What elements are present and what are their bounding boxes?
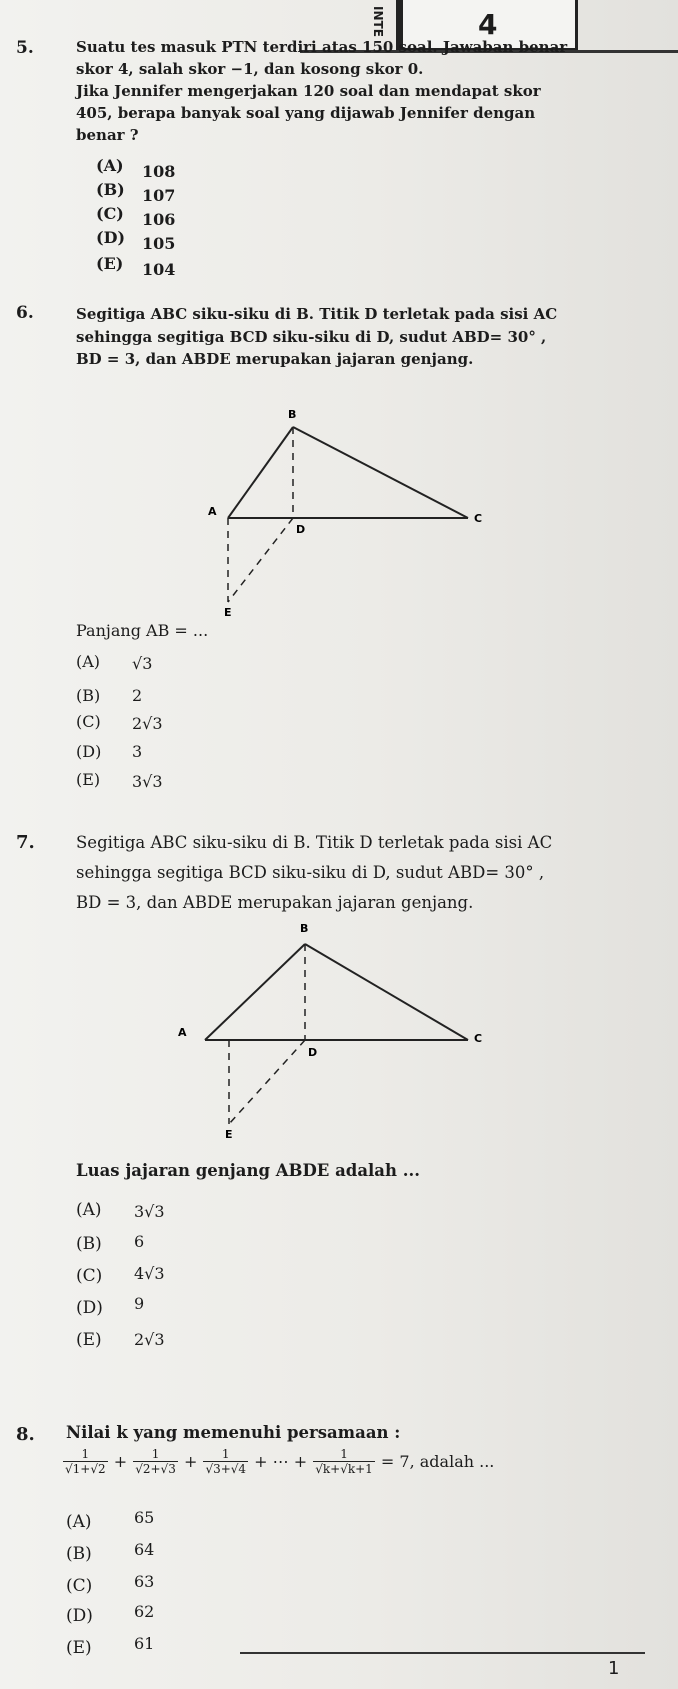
q7-option-c-letter: (C)	[76, 1266, 103, 1286]
q6-option-c-letter: (C)	[76, 712, 101, 731]
q7-point-e: E	[225, 1128, 233, 1138]
q5-number: 5.	[16, 38, 34, 58]
q8-option-a-letter: (A)	[66, 1512, 92, 1532]
q7-option-a-value: 3√3	[134, 1202, 165, 1221]
q6-line-3: BD = 3, dan ABDE merupakan jajaran genjang.	[76, 350, 474, 368]
q8-ellipsis: + ⋯ +	[254, 1452, 308, 1471]
q8-option-b-letter: (B)	[66, 1544, 92, 1564]
q8-fraction-3: $\frac{1}{√3+√4}$	[205, 1447, 247, 1476]
q6-point-d: D	[296, 523, 306, 536]
q7-side-bc	[305, 944, 468, 1040]
q8-plus-2: +	[183, 1452, 198, 1471]
q6-option-b-letter: (B)	[76, 686, 101, 705]
q7-point-b: B	[300, 922, 309, 935]
q6-option-a-value: √3	[132, 654, 153, 673]
q7-option-c-value: 4√3	[134, 1264, 165, 1283]
q5-option-a-value: 108	[142, 162, 176, 181]
q8-option-b-value: 64	[134, 1540, 155, 1559]
page-number: 1	[608, 1658, 620, 1679]
q7-segment-de	[229, 1040, 305, 1124]
q5-line-4: 405, berapa banyak soal yang dijawab Jennifer dengan	[76, 104, 536, 122]
q6-diagram	[180, 402, 500, 622]
q8-option-d-value: 62	[134, 1602, 155, 1621]
q7-question: Luas jajaran genjang ABDE adalah ...	[76, 1161, 420, 1180]
q6-option-a-letter: (A)	[76, 652, 101, 671]
q5-option-d-value: 105	[142, 234, 176, 253]
q8-equals: = 7, adalah ...	[380, 1452, 495, 1471]
q6-option-b-value: 2	[132, 686, 143, 705]
q7-option-b-letter: (B)	[76, 1234, 102, 1254]
q8-fraction-1: $\frac{1}{√1+√2}$	[65, 1447, 106, 1476]
q6-option-e-letter: (E)	[76, 770, 101, 789]
q7-line-2: sehingga segitiga BCD siku-siku di D, sudut ABD= 30° ,	[76, 863, 545, 882]
q5-option-c-value: 106	[142, 210, 176, 229]
q5-option-d-letter: (D)	[96, 228, 126, 247]
q5-line-3: Jika Jennifer mengerjakan 120 soal dan mendapat skor	[76, 82, 541, 100]
q8-plus-1: +	[113, 1452, 128, 1471]
q7-point-a: A	[178, 1026, 187, 1039]
q7-point-d: D	[308, 1046, 318, 1059]
q6-point-e: E	[224, 606, 232, 619]
q5-option-b-letter: (B)	[96, 180, 125, 199]
header-number: 4	[478, 8, 498, 41]
q5-option-a-letter: (A)	[96, 156, 124, 175]
q6-line-1: Segitiga ABC siku-siku di B. Titik D terletak pada sisi AC	[76, 305, 558, 323]
q6-segment-de	[228, 518, 293, 602]
q8-option-a-value: 65	[134, 1508, 155, 1527]
q6-side-bc	[293, 427, 468, 518]
q8-option-c-value: 63	[134, 1572, 155, 1591]
q6-point-a: A	[208, 505, 217, 518]
q5-line-1: Suatu tes masuk PTN terdiri atas 150 soal. Jawaban benar	[76, 38, 568, 56]
q7-option-e-letter: (E)	[76, 1330, 102, 1350]
q7-line-3: BD = 3, dan ABDE merupakan jajaran genjang.	[76, 893, 474, 912]
q6-option-c-value: 2√3	[132, 714, 163, 733]
q8-option-e-letter: (E)	[66, 1638, 92, 1658]
q5-option-e-letter: (E)	[96, 254, 124, 273]
q7-option-e-value: 2√3	[134, 1330, 165, 1349]
q7-option-a-letter: (A)	[76, 1200, 102, 1220]
q6-point-b: B	[288, 408, 297, 421]
q7-diagram	[150, 918, 490, 1138]
q7-point-c: C	[474, 1032, 483, 1045]
q6-option-e-value: 3√3	[132, 772, 163, 791]
q8-equation	[62, 1448, 494, 1477]
q7-option-d-letter: (D)	[76, 1298, 103, 1318]
q5-option-c-letter: (C)	[96, 204, 124, 223]
q7-option-d-value: 9	[134, 1294, 145, 1313]
header-side-text: INTE	[371, 6, 385, 37]
q5-line-2: skor 4, salah skor −1, dan kosong skor 0.	[76, 60, 424, 78]
q7-number: 7.	[16, 832, 35, 853]
footer-rule	[240, 1652, 645, 1654]
q6-point-c: C	[474, 512, 483, 525]
q7-line-1: Segitiga ABC siku-siku di B. Titik D terletak pada sisi AC	[76, 833, 553, 852]
q6-line-2: sehingga segitiga BCD siku-siku di D, sudut ABD= 30° ,	[76, 328, 547, 346]
q6-side-ab	[228, 427, 293, 518]
q5-option-e-value: 104	[142, 260, 176, 279]
q8-option-c-letter: (C)	[66, 1576, 93, 1596]
q6-question: Panjang AB = ...	[76, 621, 209, 640]
q8-fraction-2: $\frac{1}{√2+√3}$	[135, 1447, 176, 1476]
q7-side-ab	[205, 944, 305, 1040]
q8-option-d-letter: (D)	[66, 1606, 93, 1626]
q6-option-d-value: 3	[132, 742, 143, 761]
q6-number: 6.	[16, 303, 34, 323]
q5-line-5: benar ?	[76, 126, 139, 144]
q5-option-b-value: 107	[142, 186, 176, 205]
q8-number: 8.	[16, 1424, 35, 1445]
q7-option-b-value: 6	[134, 1232, 145, 1251]
q8-line-1: Nilai k yang memenuhi persamaan :	[66, 1423, 401, 1442]
q6-option-d-letter: (D)	[76, 742, 102, 761]
q8-fraction-4: $\frac{1}{√k+√k+1}$	[315, 1447, 373, 1476]
q8-option-e-value: 61	[134, 1634, 155, 1653]
